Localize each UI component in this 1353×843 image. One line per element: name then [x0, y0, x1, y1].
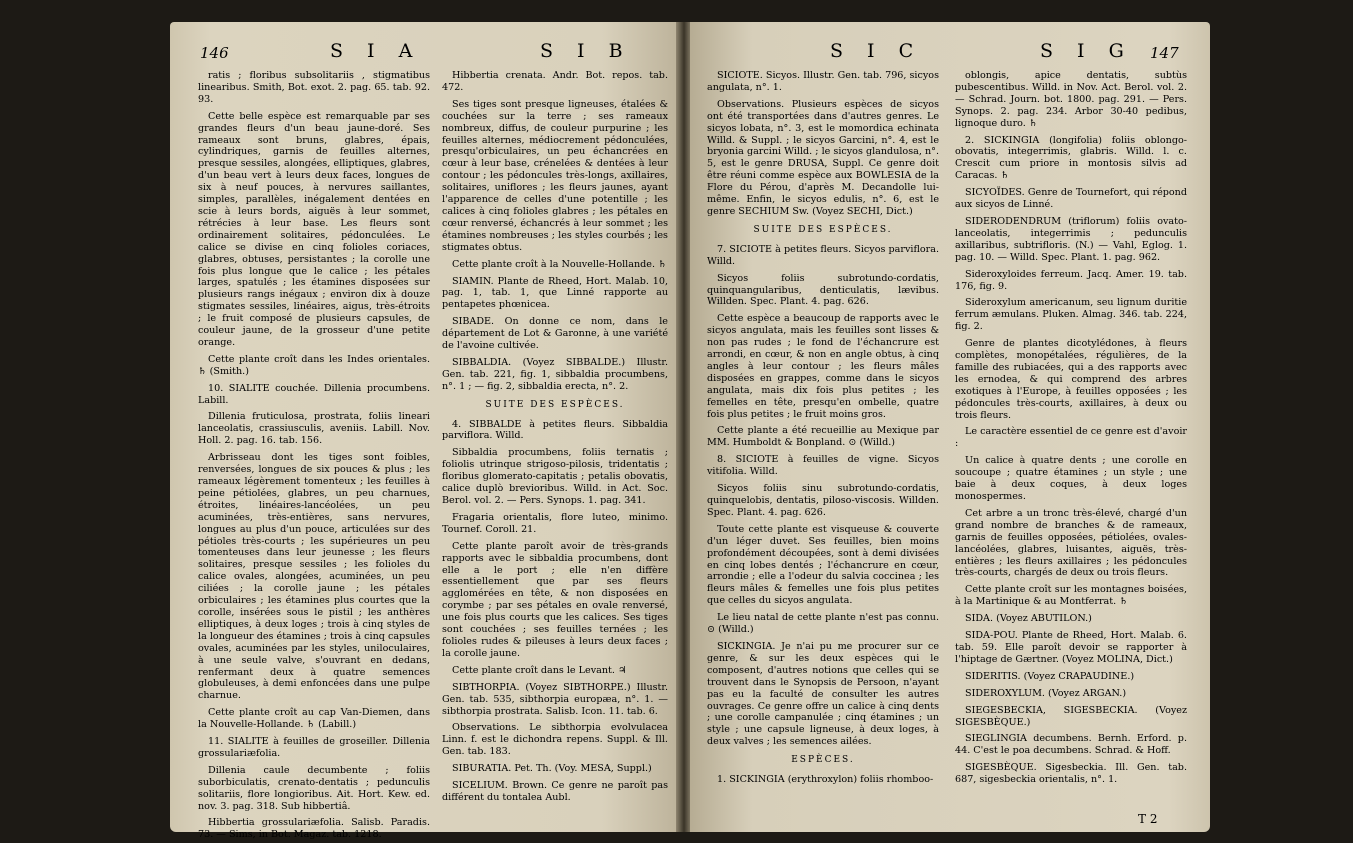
- text-paragraph: SIBBALDIA. (Voyez SIBBALDE.) Illustr. Gen. tab. 221, fig. 1, sibbaldia procumbens, n°. 1 ; — fig. 2, sibbaldia erecta, n°. 2.: [442, 356, 668, 392]
- right-running-head-2: S I G: [1040, 40, 1133, 62]
- text-paragraph: Cette plante croît sur les montagnes boisées, à la Martinique & au Montferrat. ♄: [955, 584, 1187, 608]
- text-paragraph: Cette plante paroît avoir de très-grands rapports avec le sibbaldia procumbens, dont elle a le port ; elle n'en diffère essentiellement que par ses fleurs agglomérées en tête, & non disposées en corymbe ; par ses pétales en ovale renversé, une fois plus courts que les calices. Ses tiges sont couchées ; ses feuilles ternées ; les folioles rudes & pileuses à leurs deux faces ; la corolle jaune.: [442, 540, 668, 659]
- text-paragraph: Cette plante croît dans les Indes orientales. ♄ (Smith.): [198, 353, 430, 377]
- text-paragraph: 4. SIBBALDE à petites fleurs. Sibbaldia parviflora. Willd.: [442, 418, 668, 442]
- text-paragraph: Cet arbre a un tronc très-élevé, chargé d'un grand nombre de branches & de rameaux, garnis de feuilles opposées, pétiolées, ovales-lancéolées, glabres, luisantes, aiguës, très-entières ; les fleurs axillaires ; les pédoncules très-courts, chargés de deux ou trois fleurs.: [955, 507, 1187, 579]
- text-paragraph: SIEGLINGIA decumbens. Bernh. Erford. p. 44. C'est le poa decumbens. Schrad. & Hoff.: [955, 733, 1187, 757]
- text-paragraph: Le caractère essentiel de ce genre est d'avoir :: [955, 426, 1187, 450]
- text-paragraph: Hibbertia crenata. Andr. Bot. repos. tab. 472.: [442, 70, 668, 93]
- text-paragraph: ratis ; floribus subsolitariis , stigmatibus linearibus. Smith, Bot. exot. 2. pag. 65. tab. 92. 93.: [198, 70, 430, 105]
- text-paragraph: SIEGESBECKIA, SIGESBECKIA. (Voyez SIGESBÈQUE.): [955, 704, 1187, 728]
- text-paragraph: 7. SICIOTE à petites fleurs. Sicyos parviflora. Willd.: [707, 243, 939, 267]
- right-running-head-1: S I C: [830, 40, 923, 62]
- left-running-head-2: S I B: [540, 40, 632, 62]
- right-column-2: [955, 70, 1187, 810]
- text-paragraph: Sideroxylum americanum, seu lignum duritie ferrum æmulans. Pluken. Almag. 346. tab. 224, fig. 2.: [955, 297, 1187, 333]
- text-paragraph: SIBTHORPIA. (Voyez SIBTHORPE.) Illustr. Gen. tab. 535, sibthorpia europæa, n°. 1. — sibthorpia prostrata. Salisb. Icon. 11. tab. 6.: [442, 681, 668, 717]
- text-paragraph: Cette plante croît au cap Van-Diemen, dans la Nouvelle-Hollande. ♄ (Labill.): [198, 707, 430, 731]
- left-running-head-1: S I A: [330, 40, 422, 62]
- text-paragraph: SUITE DES ESPÈCES.: [753, 224, 893, 235]
- text-paragraph: Dillenia caule decumbente ; foliis suborbiculatis, crenato-dentatis ; pedunculis solitariis, flore longioribus. Ait. Hort. Kew. ed. nov. 3. pag. 318. Sub hibbertiâ.: [198, 764, 430, 812]
- text-paragraph: Ses tiges sont presque ligneuses, étalées & couchées sur la terre ; ses rameaux nombreux, diffus, de couleur purpurine ; les feuilles alternes, médiocrement pédonculées, presqu'orbiculaires, un peu échancrées en cœur à leur base, crénelées & dentées à leur contour ; les pédoncules très-longs, axillaires, solitaires, uniflores ; les fleurs jaunes, ayant l'apparence de celles d'une potentille ; les calices à cinq folioles glabres ; les pétales en cœur renversé, échancrés à leur sommet ; les étamines nombreuses ; les styles courbés ; les stigmates obtus.: [442, 98, 668, 253]
- text-paragraph: SICKINGIA. Je n'ai pu me procurer sur ce genre, & sur les deux espèces qui le composent, d'autres notions que celles qui se trouvent dans le Synopsis de Persoon, n'ayant pas eu la faculté de consulter les autres ouvrages. Ce genre offre un calice à cinq dents ; une corolle campanulée ; cinq étamines ; un style ; une capsule ligneuse, à deux loges, à deux valves ; les semences ailées.: [707, 640, 939, 748]
- text-paragraph: 11. SIALITE à feuilles de groseiller. Dillenia grossulariæfolia.: [198, 736, 430, 759]
- text-paragraph: Cette plante a été recueillie au Mexique par MM. Humboldt & Bonpland. ⊙ (Willd.): [707, 425, 939, 449]
- text-paragraph: 2. SICKINGIA (longifolia) foliis oblongo-obovatis, integerrimis, glabris. Willd. l. c. Crescit cum priore in montosis silvis ad Caracas. ♄: [955, 134, 1187, 182]
- text-paragraph: Sicyos foliis sinu subrotundo-cordatis, quinquelobis, dentatis, piloso-viscosis. Willden. Spec. Plant. 4. pag. 626.: [707, 483, 939, 518]
- text-paragraph: 8. SICIOTE à feuilles de vigne. Sicyos vitifolia. Willd.: [707, 454, 939, 478]
- text-paragraph: Arbrisseau dont les tiges sont foibles, renversées, longues de six pouces & plus ; les rameaux légèrement tomenteux ; les feuilles à peine pétiolées, glabres, un peu charnues, étroites, linéaires-lancéolées, un peu acuminées, très-entières, sans nervures, longues au plus d'un pouce, articulées sur des pétioles très-courts ; les supérieures un peu tomenteuses dans leur jeunesse ; les fleurs solitaires, presque sessiles ; les folioles du calice ovales, alongées, acuminées, un peu ciliées ; la corolle jaune ; les pétales orbiculaires ; les étamines plus courtes que la corolle, insérées sous le pistil ; les anthères elliptiques, à deux loges ; trois à cinq styles de la longueur des étamines ; trois à cinq capsules ovales, acuminées par les styles, uniloculaires, à une seule valve, s'ouvrant en dedans, renfermant deux à quatre semences globuleuses, à demi enfoncées dans une pulpe charnue.: [198, 452, 430, 702]
- text-paragraph: 10. SIALITE couchée. Dillenia procumbens. Labill.: [198, 382, 430, 406]
- text-paragraph: Dillenia fruticulosa, prostrata, foliis lineari lanceolatis, crassiusculis, aveniis. Labill. Nov. Holl. 2. pag. 16. tab. 156.: [198, 411, 430, 447]
- text-paragraph: Le lieu natal de cette plante n'est pas connu. ⊙ (Willd.): [707, 612, 939, 636]
- left-column-1: [198, 70, 430, 841]
- text-paragraph: SIAMIN. Plante de Rheed, Hort. Malab. 10, pag. 1, tab. 1, que Linné rapporte au pentapetes phœnicea.: [442, 275, 668, 311]
- text-paragraph: Hibbertia grossulariæfolia. Salisb. Paradis. 73. — Sims, in Bot. Magaz. tab. 1218.: [198, 817, 430, 841]
- text-paragraph: SIDA. (Voyez ABUTILON.): [965, 613, 1092, 625]
- text-paragraph: Toute cette plante est visqueuse & couverte d'un léger duvet. Ses feuilles, bien moins profondément découpées, sont à demi divisées en cinq lobes dentés ; l'échancrure en cœur, arrondie ; elle a l'odeur du salvia coccinea ; les fleurs mâles & femelles une fois plus petites que celles du sicyos angulata.: [707, 523, 939, 607]
- text-paragraph: Cette plante croît à la Nouvelle-Hollande. ♄: [452, 258, 667, 270]
- text-paragraph: Cette plante croît dans le Levant. ♃: [452, 664, 627, 676]
- text-paragraph: SIBURATIA. Pet. Th. (Voy. MESA, Suppl.): [452, 763, 652, 775]
- text-paragraph: SIDEROXYLUM. (Voyez ARGAN.): [965, 687, 1127, 699]
- text-paragraph: Genre de plantes dicotylédones, à fleurs complètes, monopétalées, régulières, de la famille des rubiacées, qui a des rapports avec les ernodea, & qui comprend des arbres exotiques à l'Europe, à feuilles opposées ; les pédoncules très-courts, axillaires, à deux ou trois fleurs.: [955, 338, 1187, 421]
- text-paragraph: Sibbaldia procumbens, foliis ternatis ; foliolis utrinque strigoso-pilosis, tridentatis ; floribus glomerato-capitatis ; petalis obovatis, calice duplò brevioribus. Willd. in Act. Soc. Berol. vol. 2. — Pers. Synops. 1. pag. 341.: [442, 447, 668, 506]
- text-paragraph: 1. SICKINGIA (erythroxylon) foliis rhomboo-: [717, 774, 934, 786]
- text-paragraph: SIDERITIS. (Voyez CRAPAUDINE.): [965, 670, 1135, 682]
- right-column-1: [707, 70, 939, 810]
- text-paragraph: ESPÈCES.: [791, 755, 855, 766]
- text-paragraph: Observations. Plusieurs espèces de sicyos ont été transportées dans d'autres genres. Le sicyos lobata, n°. 3, est le momordica echinata Willd. & Suppl. ; le sicyos Garcini, n°. 4, est le bryonia garcini Willd. ; le sicyos glandulosa, n°. 5, est le genre DRUSA, Suppl. Ce genre doit être réuni comme espèce aux BOWLESIA de la Flore du Pérou, d'après M. Decandolle lui-même. Enfin, le sicyos edulis, n°. 6, est le genre SECHIUM Sw. (Voyez SECHI, Dict.): [707, 98, 939, 217]
- text-paragraph: Fragaria orientalis, flore luteo, minimo. Tournef. Coroll. 21.: [442, 511, 668, 535]
- signature-mark: T 2: [1138, 812, 1158, 826]
- text-paragraph: oblongis, apice dentatis, subtùs pubescentibus. Willd. in Nov. Act. Berol. vol. 2. — Schrad. Journ. bot. 1800. pag. 291. — Pers. Synops. 2. pag. 234. Arbor 30-40 pedibus, lignoque duro. ♄: [955, 70, 1187, 129]
- text-paragraph: Cette belle espèce est remarquable par ses grandes fleurs d'un beau jaune-doré. Ses rameaux sont bruns, glabres, épais, cylindriques, garnis de feuilles alternes, presque sessiles, alongées, elliptiques, glabres, d'un beau vert à leurs deux faces, longues de six à neuf pouces, à nervures saillantes, simples, parallèles, inégalement dentées en scie à leurs bords, aiguës à leur sommet, rétrécies à leur base. Les fleurs sont ordinairement solitaires, pédonculées. Le calice se divise en cinq folioles coriaces, glabres, obtuses, persistantes ; la corolle une fois plus longue que le calice ; les pétales larges, spatulés ; les étamines disposées sur plusieurs rangs inégaux ; environ dix à douze stigmates sessiles, linéaires, aigus, très-étroits ; le fruit composé de plusieurs capsules, de couleur jaune, de la grosseur d'une petite orange.: [198, 110, 430, 348]
- left-column-2: [442, 70, 668, 810]
- text-paragraph: SIBADE. On donne ce nom, dans le département de Lot & Garonne, à une variété de l'avoine cultivée.: [442, 316, 668, 352]
- text-paragraph: SICIOTE. Sicyos. Illustr. Gen. tab. 796, sicyos angulata, n°. 1.: [707, 70, 939, 93]
- text-paragraph: SUITE DES ESPÈCES.: [485, 399, 625, 410]
- text-paragraph: SIDERODENDRUM (triflorum) foliis ovato-lanceolatis, integerrimis ; pedunculis axillaribus, subtrifloris. (N.) — Vahl, Eglog. 1. pag. 10. — Willd. Spec. Plant. 1. pag. 962.: [955, 215, 1187, 263]
- right-page-number: 147: [1150, 44, 1179, 62]
- text-paragraph: Cette espèce a beaucoup de rapports avec le sicyos angulata, mais les feuilles sont lisses & non pas rudes ; le fond de l'échancrure est arrondi, en cœur, & non en angle obtus, à cinq angles à leur contour ; les fleurs mâles disposées en grappes, comme dans le sicyos angulata, mais dix fois plus petites ; les femelles en tête, presqu'en ombelle, quatre fois plus petites ; le fruit moins gros.: [707, 313, 939, 420]
- left-page-number: 146: [200, 44, 229, 62]
- text-paragraph: Observations. Le sibthorpia evolvulacea Linn. f. est le dichondra repens. Suppl. & Ill. Gen. tab. 183.: [442, 722, 668, 758]
- text-paragraph: Sideroxyloides ferreum. Jacq. Amer. 19. tab. 176, fig. 9.: [955, 268, 1187, 292]
- text-paragraph: Un calice à quatre dents ; une corolle en soucoupe ; quatre étamines ; un style ; une baie à deux coques, à deux loges monospermes.: [955, 455, 1187, 502]
- text-paragraph: SICELIUM. Brown. Ce genre ne paroît pas différent du tontalea Aubl.: [442, 780, 668, 803]
- text-paragraph: SIDA-POU. Plante de Rheed, Hort. Malab. 6. tab. 59. Elle paroît devoir se rapporter à l'hiptage de Gærtner. (Voyez MOLINA, Dict.): [955, 630, 1187, 665]
- text-paragraph: Sicyos foliis subrotundo-cordatis, quinquangularibus, denticulatis, lævibus. Willden. Spec. Plant. 4. pag. 626.: [707, 272, 939, 308]
- text-paragraph: SICYOÏDES. Genre de Tournefort, qui répond aux sicyos de Linné.: [955, 187, 1187, 211]
- text-paragraph: SIGESBÈQUE. Sigesbeckia. Ill. Gen. tab. 687, sigesbeckia orientalis, n°. 1.: [955, 762, 1187, 786]
